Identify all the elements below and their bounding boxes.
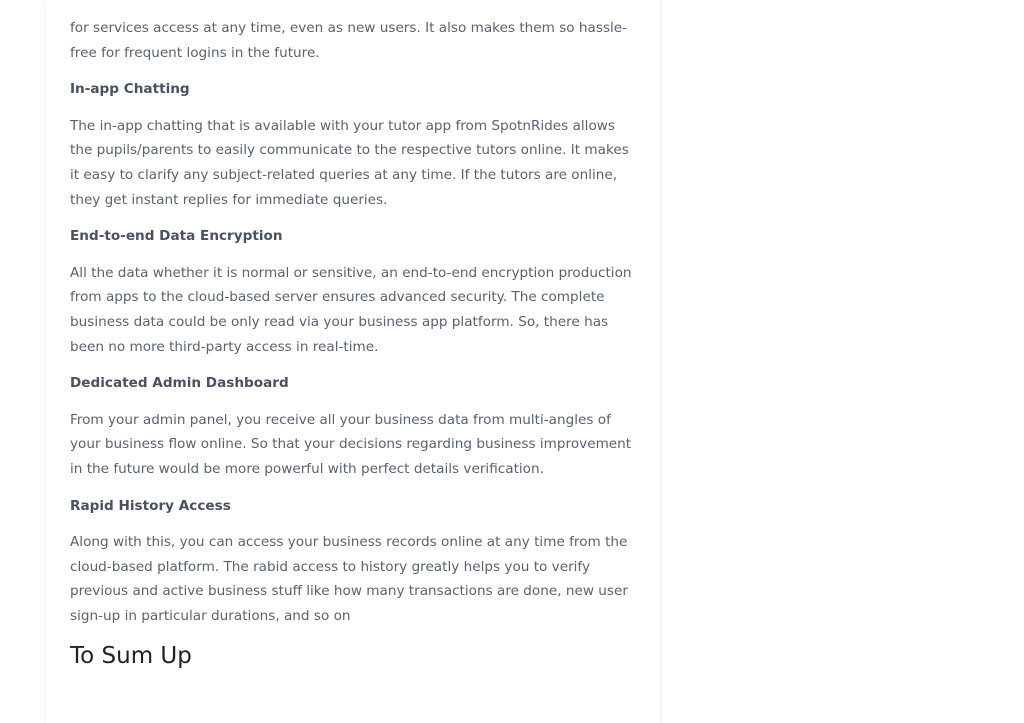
feature-text-history-access: Along with this, you can access your business records online at any time from the cloud-based platform. The rabid access to history greatly helps you to verify previous and active business stuff like how many transactions are done, new user sign-up in particular durations, and so on: [70, 534, 628, 624]
feature-text-admin-dashboard: From your admin panel, you receive all your business data from multi-angles of your business flow online. So that your decisions regarding business improvement in the future would be more powerful with perfect details verification.: [70, 411, 632, 477]
feature-heading-history-access: Rapid History Access: [70, 497, 231, 514]
section-title-to-sum-up: To Sum Up: [70, 643, 192, 670]
feature-text-in-app-chatting: The in-app chatting that is available with your tutor app from SpotnRides allows the pupils/parents to easily communicate to the respective tutors online. It makes it easy to clarify any subject-related queries at any time. If the tutors are online, they get instant replies for immediate queries.: [70, 117, 629, 208]
feature-heading-data-encryption: End-to-end Data Encryption: [70, 228, 283, 245]
article-card: [45, 0, 661, 723]
feature-heading-in-app-chatting: In-app Chatting: [70, 81, 190, 98]
feature-text-data-encryption: All the data whether it is normal or sensitive, an end-to-end encryption production from apps to the cloud-based server ensures advanced security. The complete business data could be only read via your business app platform. So, there has been no more third-party access in real-time.: [70, 264, 632, 355]
article-content: [70, 16, 636, 672]
intro-paragraph-tail: for services access at any time, even as new users. It also makes them so hassle-free for frequent logins in the future.: [70, 20, 628, 61]
feature-heading-admin-dashboard: Dedicated Admin Dashboard: [70, 375, 289, 392]
